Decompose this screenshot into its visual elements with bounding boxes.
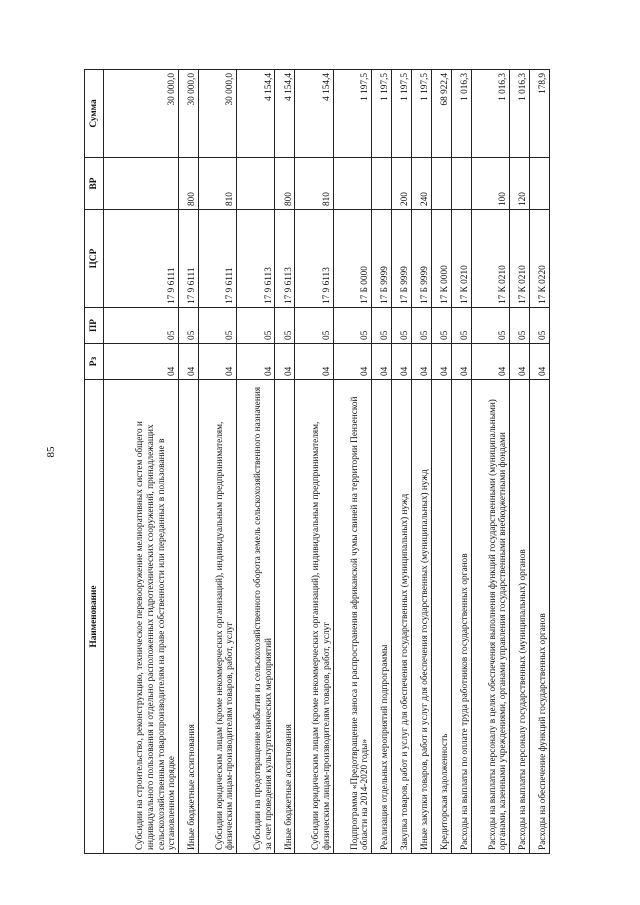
cell-pr: 05 xyxy=(237,308,275,344)
cell-pr: 05 xyxy=(509,308,529,344)
cell-sum: 4 154,4 xyxy=(237,70,275,158)
cell-rz: 04 xyxy=(371,344,391,380)
cell-vr: 810 xyxy=(198,158,236,210)
cell-rz: 04 xyxy=(275,344,295,380)
cell-sum: 68 922,4 xyxy=(431,70,451,158)
cell-csr: 17 Б 9999 xyxy=(371,210,391,308)
cell-sum: 1 016,3 xyxy=(471,70,509,158)
cell-csr: 17 Б 9999 xyxy=(391,210,411,308)
cell-sum: 1 197,5 xyxy=(371,70,391,158)
cell-pr: 05 xyxy=(391,308,411,344)
cell-sum: 1 016,3 xyxy=(451,70,471,158)
cell-pr: 05 xyxy=(451,308,471,344)
cell-name: Расходы на выплаты персоналу государственных (муниципальных) органов xyxy=(509,380,529,854)
cell-name: Подпрограмма «Предотвращение заноса и распространения африканской чумы свиней на территории Пензенской области на 2014-2020 годы» xyxy=(333,380,371,854)
table-header-row xyxy=(85,70,104,854)
cell-sum: 30 000,0 xyxy=(178,70,198,158)
cell-csr: 17 9 6113 xyxy=(237,210,275,308)
cell-rz: 04 xyxy=(198,344,236,380)
table-row xyxy=(237,70,275,854)
cell-rz: 04 xyxy=(295,344,333,380)
cell-rz: 04 xyxy=(104,344,179,380)
cell-rz: 04 xyxy=(333,344,371,380)
table-row xyxy=(333,70,371,854)
table-row xyxy=(391,70,411,854)
cell-rz: 04 xyxy=(237,344,275,380)
rotated-page-content xyxy=(84,70,550,854)
cell-vr xyxy=(104,158,179,210)
cell-name: Субсидии юридическим лицам (кроме некоммерческих организаций), индивидуальным предпринимателям, физическим лицам-производителям товаров, работ, услуг xyxy=(198,380,236,854)
cell-vr xyxy=(371,158,391,210)
header-pr: ПР xyxy=(85,308,104,344)
cell-pr: 05 xyxy=(371,308,391,344)
cell-rz: 04 xyxy=(529,344,549,380)
table-row xyxy=(275,70,295,854)
cell-name: Иные бюджетные ассигнования xyxy=(178,380,198,854)
cell-sum: 4 154,4 xyxy=(295,70,333,158)
cell-pr: 05 xyxy=(104,308,179,344)
cell-vr xyxy=(431,158,451,210)
cell-vr: 800 xyxy=(178,158,198,210)
header-rz: Рз xyxy=(85,344,104,380)
table-row xyxy=(509,70,529,854)
table-row xyxy=(451,70,471,854)
cell-name: Расходы на обеспечение функций государственных органов xyxy=(529,380,549,854)
cell-name: Субсидии на предотвращение выбытия из сельскохозяйственного оборота земель сельскохозяйственного назначения за счет проведения культуртехнических мероприятий xyxy=(237,380,275,854)
cell-rz: 04 xyxy=(411,344,431,380)
cell-name: Расходы на выплаты персоналу в целях обеспечения выполнения функций государственными (муниципальными) органами, казенными учреждениями, органами управления государственными внебюджетными фондами xyxy=(471,380,509,854)
cell-sum: 30 000,0 xyxy=(198,70,236,158)
cell-vr xyxy=(529,158,549,210)
cell-name: Субсидии на строительство, реконструкцию, техническое перевооружение мелиоративных систем общего и индивидуального пользования и отдельно расположенных гидротехнических сооружений, принадлежащих сельскохозяйственным товаропроизводителям на праве собственности или переданных в пользование в установленном порядке xyxy=(104,380,179,854)
cell-pr: 05 xyxy=(431,308,451,344)
cell-sum: 4 154,4 xyxy=(275,70,295,158)
cell-vr: 200 xyxy=(391,158,411,210)
cell-rz: 04 xyxy=(451,344,471,380)
cell-name: Иные бюджетные ассигнования xyxy=(275,380,295,854)
cell-csr: 17 9 6113 xyxy=(295,210,333,308)
table-row xyxy=(104,70,179,854)
header-name: Наименование xyxy=(85,380,104,854)
cell-csr: 17 Б 0000 xyxy=(333,210,371,308)
cell-pr: 05 xyxy=(471,308,509,344)
cell-sum: 178,9 xyxy=(529,70,549,158)
cell-pr: 05 xyxy=(411,308,431,344)
header-sum: Сумма xyxy=(85,70,104,158)
cell-rz: 04 xyxy=(509,344,529,380)
cell-pr: 05 xyxy=(198,308,236,344)
cell-name: Реализация отдельных мероприятий подпрограммы xyxy=(371,380,391,854)
cell-vr: 100 xyxy=(471,158,509,210)
cell-sum: 1 016,3 xyxy=(509,70,529,158)
cell-csr: 17 К 0210 xyxy=(451,210,471,308)
cell-name: Закупка товаров, работ и услуг для обеспечения государственных (муниципальных) нужд xyxy=(391,380,411,854)
table-row xyxy=(371,70,391,854)
table-row xyxy=(471,70,509,854)
cell-csr: 17 9 6111 xyxy=(104,210,179,308)
cell-name: Иные закупки товаров, работ и услуг для обеспечения государственных (муниципальных) нужд xyxy=(411,380,431,854)
cell-csr: 17 9 6111 xyxy=(178,210,198,308)
cell-csr: 17 9 6111 xyxy=(198,210,236,308)
cell-sum: 1 197,5 xyxy=(391,70,411,158)
cell-vr: 810 xyxy=(295,158,333,210)
cell-vr xyxy=(237,158,275,210)
cell-name: Кредиторская задолженность xyxy=(431,380,451,854)
table-row xyxy=(529,70,549,854)
cell-pr: 05 xyxy=(529,308,549,344)
cell-csr: 17 Б 9999 xyxy=(411,210,431,308)
cell-vr xyxy=(451,158,471,210)
cell-csr: 17 К 0210 xyxy=(471,210,509,308)
cell-vr: 800 xyxy=(275,158,295,210)
header-vr: ВР xyxy=(85,158,104,210)
cell-csr: 17 К 0000 xyxy=(431,210,451,308)
cell-rz: 04 xyxy=(471,344,509,380)
table-row xyxy=(431,70,451,854)
cell-pr: 05 xyxy=(275,308,295,344)
cell-vr: 120 xyxy=(509,158,529,210)
table-row xyxy=(411,70,431,854)
cell-sum: 1 197,5 xyxy=(333,70,371,158)
cell-sum: 30 000,0 xyxy=(104,70,179,158)
page-number: 85 xyxy=(45,446,57,458)
table-row xyxy=(198,70,236,854)
cell-csr: 17 К 0220 xyxy=(529,210,549,308)
cell-pr: 05 xyxy=(333,308,371,344)
cell-csr: 17 К 0210 xyxy=(509,210,529,308)
cell-sum: 1 197,5 xyxy=(411,70,431,158)
cell-rz: 04 xyxy=(431,344,451,380)
cell-vr: 240 xyxy=(411,158,431,210)
cell-vr xyxy=(333,158,371,210)
cell-pr: 05 xyxy=(295,308,333,344)
cell-rz: 04 xyxy=(391,344,411,380)
header-csr: ЦСР xyxy=(85,210,104,308)
budget-table xyxy=(84,69,550,854)
cell-name: Субсидии юридическим лицам (кроме некоммерческих организаций), индивидуальным предпринимателям, физическим лицам-производителям товаров, работ, услуг xyxy=(295,380,333,854)
cell-rz: 04 xyxy=(178,344,198,380)
cell-name: Расходы на выплаты по оплате труда работников государственных органов xyxy=(451,380,471,854)
cell-pr: 05 xyxy=(178,308,198,344)
table-row xyxy=(178,70,198,854)
table-row xyxy=(295,70,333,854)
cell-csr: 17 9 6113 xyxy=(275,210,295,308)
